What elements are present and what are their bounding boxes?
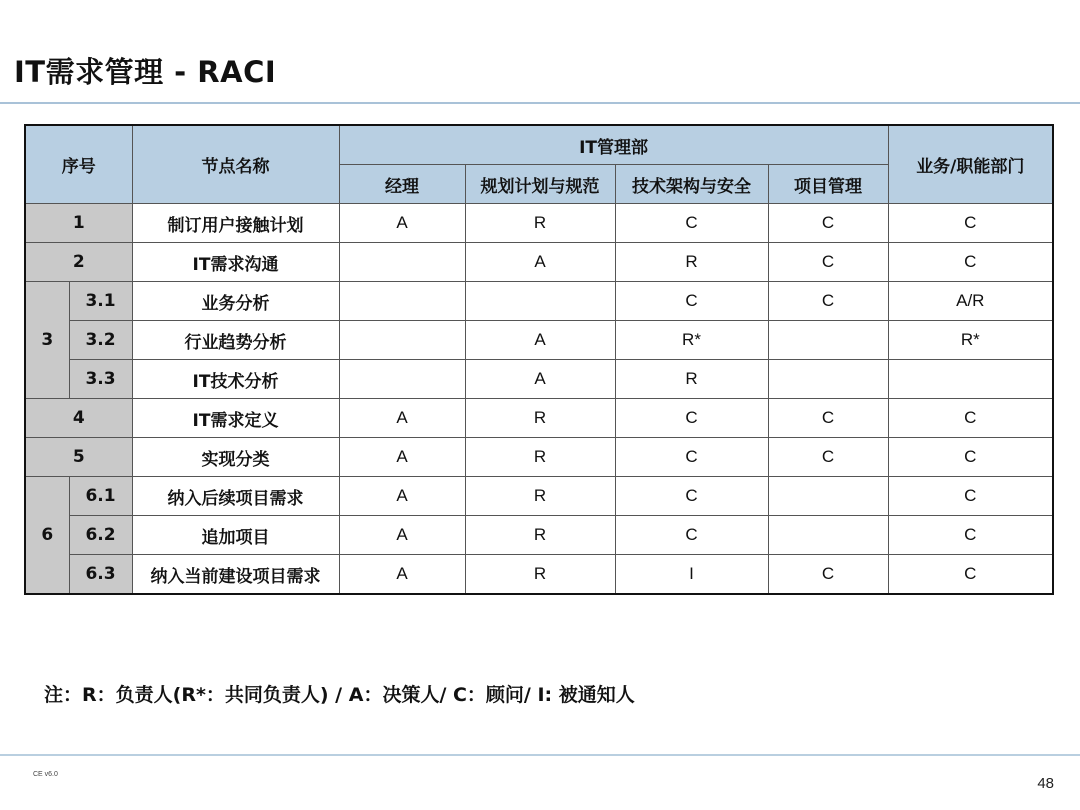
header-it-dept: IT管理部 xyxy=(339,125,888,165)
row-name: 纳入后续项目需求 xyxy=(132,477,339,516)
cell-project-mgmt: C xyxy=(768,555,888,595)
version-label: CE v6.0 xyxy=(33,771,58,778)
row-seq: 4 xyxy=(25,399,132,438)
cell-planning xyxy=(465,282,615,321)
row-seq: 2 xyxy=(25,243,132,282)
header-node-name: 节点名称 xyxy=(132,125,339,204)
cell-architecture: I xyxy=(615,555,768,595)
cell-manager xyxy=(339,321,465,360)
table-row xyxy=(25,243,1053,282)
cell-architecture: C xyxy=(615,204,768,243)
row-sub-seq: 6.2 xyxy=(69,516,132,555)
cell-manager: A xyxy=(339,399,465,438)
cell-manager: A xyxy=(339,438,465,477)
cell-architecture: C xyxy=(615,282,768,321)
row-sub-seq: 3.3 xyxy=(69,360,132,399)
cell-business: R* xyxy=(888,321,1053,360)
table-row xyxy=(25,399,1053,438)
cell-architecture: R xyxy=(615,243,768,282)
cell-planning: R xyxy=(465,555,615,595)
row-name: 追加项目 xyxy=(132,516,339,555)
cell-planning: A xyxy=(465,243,615,282)
title-divider xyxy=(0,102,1080,104)
footer-divider xyxy=(0,754,1080,756)
raci-table xyxy=(24,124,1054,595)
cell-business: C xyxy=(888,399,1053,438)
cell-business: C xyxy=(888,204,1053,243)
cell-architecture: R xyxy=(615,360,768,399)
header-project-mgmt: 项目管理 xyxy=(768,165,888,204)
cell-planning: R xyxy=(465,516,615,555)
cell-architecture: C xyxy=(615,477,768,516)
legend-note: 注：R：负责人(R*：共同负责人) / A：决策人/ C：顾问/ I: 被通知人 xyxy=(44,684,635,706)
cell-manager xyxy=(339,243,465,282)
cell-planning: R xyxy=(465,477,615,516)
page-title: IT需求管理 - RACI xyxy=(14,55,277,89)
row-seq: 5 xyxy=(25,438,132,477)
cell-project-mgmt xyxy=(768,516,888,555)
header-architecture: 技术架构与安全 xyxy=(615,165,768,204)
row-group: 3 xyxy=(25,282,69,399)
table-row xyxy=(25,516,1053,555)
row-name: 行业趋势分析 xyxy=(132,321,339,360)
cell-business: A/R xyxy=(888,282,1053,321)
cell-planning: R xyxy=(465,204,615,243)
row-group: 6 xyxy=(25,477,69,595)
cell-business: C xyxy=(888,555,1053,595)
cell-planning: A xyxy=(465,360,615,399)
page-number: 48 xyxy=(1037,775,1054,792)
header-business: 业务/职能部门 xyxy=(888,125,1053,204)
cell-business: C xyxy=(888,516,1053,555)
header-planning: 规划计划与规范 xyxy=(465,165,615,204)
cell-project-mgmt xyxy=(768,321,888,360)
cell-planning: A xyxy=(465,321,615,360)
header-manager: 经理 xyxy=(339,165,465,204)
cell-business: C xyxy=(888,243,1053,282)
cell-project-mgmt: C xyxy=(768,438,888,477)
cell-manager xyxy=(339,360,465,399)
row-name: IT技术分析 xyxy=(132,360,339,399)
cell-project-mgmt: C xyxy=(768,243,888,282)
cell-project-mgmt: C xyxy=(768,282,888,321)
row-name: IT需求定义 xyxy=(132,399,339,438)
cell-architecture: C xyxy=(615,399,768,438)
cell-architecture: C xyxy=(615,438,768,477)
cell-manager: A xyxy=(339,555,465,595)
row-name: 制订用户接触计划 xyxy=(132,204,339,243)
cell-manager: A xyxy=(339,477,465,516)
row-sub-seq: 6.3 xyxy=(69,555,132,595)
table-row xyxy=(25,477,1053,516)
cell-project-mgmt xyxy=(768,360,888,399)
table-row xyxy=(25,438,1053,477)
cell-business xyxy=(888,360,1053,399)
cell-architecture: C xyxy=(615,516,768,555)
cell-business: C xyxy=(888,438,1053,477)
cell-manager: A xyxy=(339,204,465,243)
row-name: 业务分析 xyxy=(132,282,339,321)
row-name: 实现分类 xyxy=(132,438,339,477)
cell-project-mgmt xyxy=(768,477,888,516)
table-row xyxy=(25,282,1053,321)
row-name: IT需求沟通 xyxy=(132,243,339,282)
cell-planning: R xyxy=(465,438,615,477)
table-row xyxy=(25,555,1053,595)
cell-manager: A xyxy=(339,516,465,555)
cell-manager xyxy=(339,282,465,321)
cell-architecture: R* xyxy=(615,321,768,360)
table-row xyxy=(25,321,1053,360)
row-seq: 1 xyxy=(25,204,132,243)
row-sub-seq: 6.1 xyxy=(69,477,132,516)
cell-project-mgmt: C xyxy=(768,204,888,243)
row-name: 纳入当前建设项目需求 xyxy=(132,555,339,595)
cell-business: C xyxy=(888,477,1053,516)
header-seq: 序号 xyxy=(25,125,132,204)
table-row xyxy=(25,360,1053,399)
cell-project-mgmt: C xyxy=(768,399,888,438)
row-sub-seq: 3.2 xyxy=(69,321,132,360)
table-row xyxy=(25,204,1053,243)
cell-planning: R xyxy=(465,399,615,438)
row-sub-seq: 3.1 xyxy=(69,282,132,321)
